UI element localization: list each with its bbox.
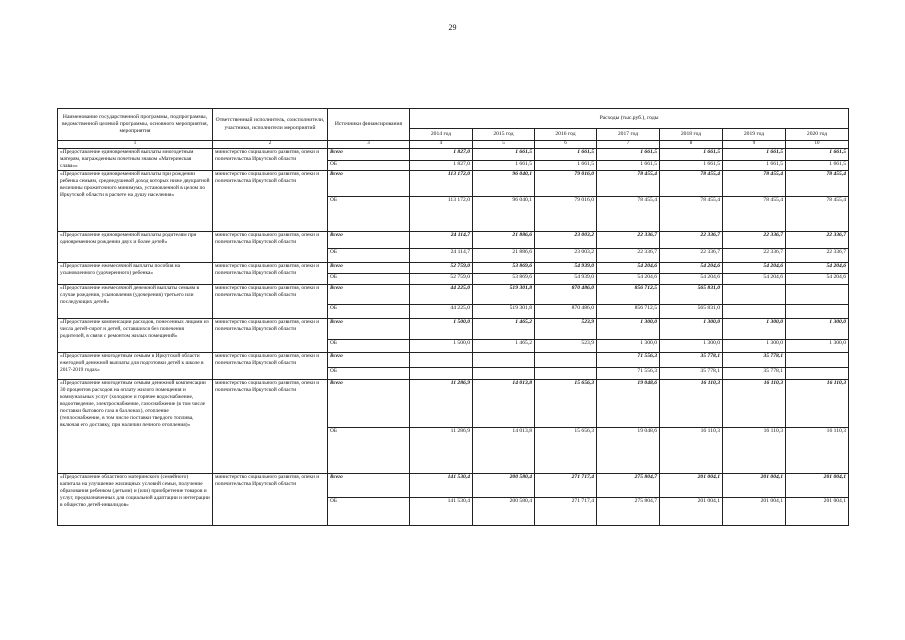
source-total-label: Всего [328, 318, 410, 339]
executor-name: министерство социального развития, опеки и попечительства Иркутской области [213, 284, 328, 318]
column-number: 1 [58, 141, 213, 149]
header-name: Наименование государственной программы, подпрограммы, ведомственной целевой программы, основного мероприятия, мероприятия [58, 109, 213, 141]
executor-name: министерство социального развития, опеки и попечительства Иркутской области [213, 318, 328, 352]
ob-value: 1 300,0 [597, 339, 660, 352]
total-value: 78 455,4 [660, 170, 723, 196]
total-value: 96 040,1 [473, 170, 535, 196]
source-ob-label: ОБ [328, 196, 410, 231]
total-value: 1 465,2 [473, 318, 535, 339]
ob-value: 1 300,0 [660, 339, 723, 352]
total-value: 79 016,0 [535, 170, 597, 196]
ob-value: 1 500,0 [410, 339, 473, 352]
executor-name: министерство социального развития, опеки и попечительства Иркутской области [213, 473, 328, 525]
total-value [786, 352, 849, 367]
total-value: 71 556,3 [597, 352, 660, 367]
total-value: 22 336,7 [786, 231, 849, 248]
total-value: 1 661,5 [597, 148, 660, 160]
ob-value: 565 831,0 [660, 304, 723, 318]
header-year: 2018 год [660, 129, 723, 141]
table-row [58, 148, 849, 160]
executor-name: министерство социального развития, опеки и попечительства Иркутской области [213, 231, 328, 262]
total-value [535, 352, 597, 367]
page-number: 29 [448, 23, 457, 32]
total-value: 1 661,5 [660, 148, 723, 160]
total-value [723, 284, 786, 304]
program-name: «Предоставление единовременной выплаты многодетным матерям, награжденным почетным знаком «Материнская слава»» [58, 148, 213, 170]
total-value: 19 048,6 [597, 379, 660, 427]
ob-value: 16 110,3 [786, 427, 849, 473]
ob-value: 113 172,0 [410, 196, 473, 231]
header-expenses: Расходы (тыс.руб.), годы [410, 109, 849, 129]
ob-value: 201 004,1 [660, 497, 723, 525]
header-year: 2015 год [473, 129, 535, 141]
total-value: 1 661,5 [473, 148, 535, 160]
source-ob-label: ОБ [328, 248, 410, 262]
total-value: 11 286,9 [410, 379, 473, 427]
total-value: 519 301,8 [473, 284, 535, 304]
source-ob-label: ОБ [328, 273, 410, 284]
ob-value: 21 886,6 [473, 248, 535, 262]
ob-value: 16 110,3 [660, 427, 723, 473]
program-name: «Предоставление единовременной выплаты при рождении ребенка семьям, среднедушевой доход которых ниже двукратной величины прожиточного минимума, установленной в целом по Иркутской области в расчете на душу населения» [58, 170, 213, 231]
total-value: 78 455,4 [597, 170, 660, 196]
table-row [58, 170, 849, 196]
ob-value: 78 455,4 [597, 196, 660, 231]
ob-value: 35 778,1 [660, 367, 723, 379]
ob-value: 22 336,7 [723, 248, 786, 262]
ob-value: 24 114,7 [410, 248, 473, 262]
header-year: 2014 год [410, 129, 473, 141]
table-row [58, 318, 849, 339]
header-year: 2017 год [597, 129, 660, 141]
source-total-label: Всего [328, 379, 410, 427]
ob-value: 15 656,3 [535, 427, 597, 473]
total-value: 21 886,6 [473, 231, 535, 248]
total-value: 14 013,8 [473, 379, 535, 427]
total-value: 54 204,6 [786, 262, 849, 273]
ob-value [786, 367, 849, 379]
program-name: «Предоставление единовременной выплаты родителям при одновременном рождении двух и более детей» [58, 231, 213, 262]
ob-value: 1 465,2 [473, 339, 535, 352]
ob-value: 22 336,7 [597, 248, 660, 262]
executor-name: министерство социального развития, опеки и попечительства Иркутской области [213, 379, 328, 473]
column-number: 9 [723, 141, 786, 149]
ob-value: 1 661,5 [597, 160, 660, 170]
ob-value [410, 367, 473, 379]
total-value: 1 300,0 [660, 318, 723, 339]
total-value: 78 455,4 [786, 170, 849, 196]
ob-value: 1 661,5 [660, 160, 723, 170]
ob-value: 78 455,4 [660, 196, 723, 231]
total-value: 54 204,6 [597, 262, 660, 273]
column-number: 3 [328, 141, 410, 149]
total-value: 1 661,5 [786, 148, 849, 160]
ob-value: 1 661,5 [786, 160, 849, 170]
total-value: 44 225,0 [410, 284, 473, 304]
ob-value: 275 804,7 [597, 497, 660, 525]
total-value: 201 004,1 [723, 473, 786, 497]
total-value: 54 204,6 [723, 262, 786, 273]
ob-value: 1 661,5 [473, 160, 535, 170]
total-value: 200 580,4 [473, 473, 535, 497]
ob-value: 78 455,4 [786, 196, 849, 231]
total-value: 1 300,0 [597, 318, 660, 339]
budget-table [57, 108, 849, 526]
program-name: «Предоставление ежемесячной выплаты пособия на усыновленного (удочеренного) ребенка» [58, 262, 213, 284]
total-value: 16 110,3 [660, 379, 723, 427]
total-value: 523,9 [535, 318, 597, 339]
ob-value: 78 455,4 [723, 196, 786, 231]
ob-value: 201 004,1 [786, 497, 849, 525]
source-total-label: Всего [328, 148, 410, 160]
total-value: 201 004,1 [660, 473, 723, 497]
header-year: 2019 год [723, 129, 786, 141]
total-value: 22 336,7 [660, 231, 723, 248]
column-number: 10 [786, 141, 849, 149]
ob-value: 11 286,9 [410, 427, 473, 473]
total-value: 35 778,1 [723, 352, 786, 367]
header-year: 2016 год [535, 129, 597, 141]
total-value: 275 804,7 [597, 473, 660, 497]
source-total-label: Всего [328, 231, 410, 248]
ob-value: 14 013,8 [473, 427, 535, 473]
total-value: 52 759,0 [410, 262, 473, 273]
total-value: 22 336,7 [597, 231, 660, 248]
header-source: Источники финансирования [328, 109, 410, 141]
total-value [410, 352, 473, 367]
ob-value: 1 661,5 [723, 160, 786, 170]
source-total-label: Всего [328, 284, 410, 304]
total-value: 856 712,5 [597, 284, 660, 304]
program-name: «Предоставление многодетным семьям в Иркутской области ежегодной денежной выплаты для подготовки детей к школе в 2017-2019 годах» [58, 352, 213, 379]
ob-value: 54 204,6 [660, 273, 723, 284]
total-value: 271 717,4 [535, 473, 597, 497]
source-ob-label: ОБ [328, 339, 410, 352]
source-total-label: Всего [328, 473, 410, 497]
ob-value: 44 225,0 [410, 304, 473, 318]
executor-name: министерство социального развития, опеки и попечительства Иркутской области [213, 352, 328, 379]
executor-name: министерство социального развития, опеки и попечительства Иркутской области [213, 262, 328, 284]
ob-value: 141 530,4 [410, 497, 473, 525]
total-value: 54 204,6 [660, 262, 723, 273]
program-name: «Предоставление компенсации расходов, понесенных лицами из числа детей-сирот и детей, оставшихся без попечения родителей, в связи с ремонтом жилых помещений» [58, 318, 213, 352]
program-name: «Предоставление областного материнского (семейного) капитала на улучшение жилищных условий семьи, получение образования ребенком (детьми) и (или) приобретение товаров и услуг, предназначенных для социальной адаптации и интеграции в общество детей-инвалидов» [58, 473, 213, 525]
ob-value: 54 939,0 [535, 273, 597, 284]
ob-value: 71 556,3 [597, 367, 660, 379]
program-name: «Предоставление ежемесячной денежной выплаты семьям в случае рождения, усыновления (удочерения) третьего или последующих детей» [58, 284, 213, 318]
ob-value: 54 204,6 [723, 273, 786, 284]
source-ob-label: ОБ [328, 497, 410, 525]
column-number: 2 [213, 141, 328, 149]
column-number: 4 [410, 141, 473, 149]
total-value: 16 110,3 [723, 379, 786, 427]
ob-value: 856 712,5 [597, 304, 660, 318]
table-row [58, 379, 849, 427]
ob-value [786, 304, 849, 318]
ob-value: 16 110,3 [723, 427, 786, 473]
total-value: 201 004,1 [786, 473, 849, 497]
ob-value: 519 301,8 [473, 304, 535, 318]
source-total-label: Всего [328, 170, 410, 196]
ob-value: 1 827,0 [410, 160, 473, 170]
ob-value: 200 580,4 [473, 497, 535, 525]
total-value: 113 172,0 [410, 170, 473, 196]
ob-value [535, 367, 597, 379]
column-number: 7 [597, 141, 660, 149]
total-value: 1 500,0 [410, 318, 473, 339]
header-year: 2020 год [786, 129, 849, 141]
table-row [58, 352, 849, 367]
ob-value: 523,9 [535, 339, 597, 352]
ob-value: 1 300,0 [723, 339, 786, 352]
total-value: 1 827,0 [410, 148, 473, 160]
total-value: 1 300,0 [723, 318, 786, 339]
total-value: 22 336,7 [723, 231, 786, 248]
ob-value: 201 004,1 [723, 497, 786, 525]
program-name: «Предоставление многодетным семьям денежной компенсации 30 процентов расходов на оплату жилого помещения и коммунальных услуг (холодное и горячее водоснабжение, водоотведение, электроснабжение, газоснабжение (в том числе поставки бытового газа в баллонах), отопление (теплоснабжение, в том числе поставки твердого топлива, включая его доставку, при наличии печного отопления)» [58, 379, 213, 473]
column-number: 8 [660, 141, 723, 149]
ob-value: 271 717,4 [535, 497, 597, 525]
total-value: 35 778,1 [660, 352, 723, 367]
ob-value: 54 204,6 [786, 273, 849, 284]
total-value: 54 939,0 [535, 262, 597, 273]
source-total-label: Всего [328, 262, 410, 273]
total-value: 1 661,5 [535, 148, 597, 160]
executor-name: министерство социального развития, опеки и попечительства Иркутской области [213, 148, 328, 170]
ob-value [723, 304, 786, 318]
column-number: 5 [473, 141, 535, 149]
table-row [58, 284, 849, 304]
source-ob-label: ОБ [328, 427, 410, 473]
source-ob-label: ОБ [328, 160, 410, 170]
ob-value: 22 336,7 [660, 248, 723, 262]
source-ob-label: ОБ [328, 367, 410, 379]
table-row [58, 262, 849, 273]
total-value: 78 455,4 [723, 170, 786, 196]
ob-value: 53 869,6 [473, 273, 535, 284]
total-value: 23 003,2 [535, 231, 597, 248]
ob-value: 1 661,5 [535, 160, 597, 170]
total-value: 24 114,7 [410, 231, 473, 248]
ob-value: 19 048,6 [597, 427, 660, 473]
total-value [473, 352, 535, 367]
total-value: 16 110,3 [786, 379, 849, 427]
ob-value: 52 759,0 [410, 273, 473, 284]
total-value: 53 869,6 [473, 262, 535, 273]
total-value: 1 300,0 [786, 318, 849, 339]
source-total-label: Всего [328, 352, 410, 367]
column-number: 6 [535, 141, 597, 149]
ob-value: 54 204,6 [597, 273, 660, 284]
ob-value [473, 367, 535, 379]
source-ob-label: ОБ [328, 304, 410, 318]
total-value: 870 486,0 [535, 284, 597, 304]
table-row [58, 473, 849, 497]
ob-value: 23 003,2 [535, 248, 597, 262]
total-value: 1 661,5 [723, 148, 786, 160]
total-value: 565 831,0 [660, 284, 723, 304]
ob-value: 35 778,1 [723, 367, 786, 379]
total-value [786, 284, 849, 304]
header-executor: Ответственный исполнитель, соисполнители, участники, исполнители мероприятий [213, 109, 328, 141]
ob-value: 22 336,7 [786, 248, 849, 262]
ob-value: 870 486,0 [535, 304, 597, 318]
total-value: 15 656,3 [535, 379, 597, 427]
ob-value: 96 040,1 [473, 196, 535, 231]
table-row [58, 231, 849, 248]
executor-name: министерство социального развития, опеки и попечительства Иркутской области [213, 170, 328, 231]
ob-value: 79 016,0 [535, 196, 597, 231]
total-value: 141 530,4 [410, 473, 473, 497]
ob-value: 1 300,0 [786, 339, 849, 352]
